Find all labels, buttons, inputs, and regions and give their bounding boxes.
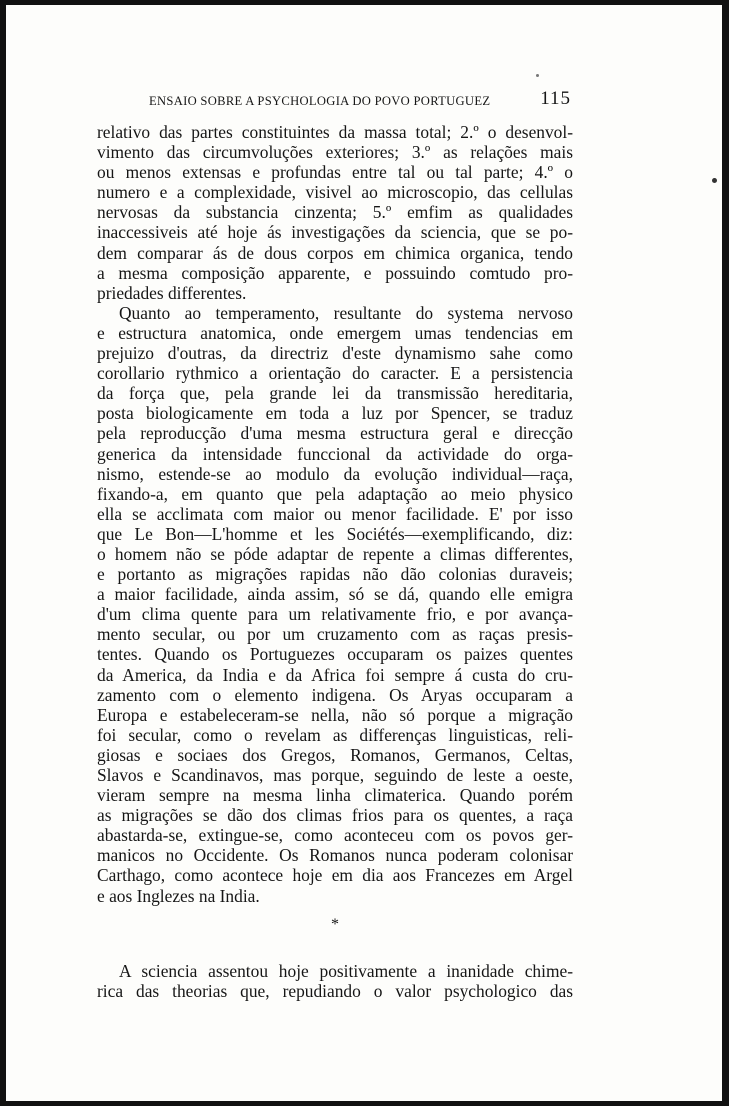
ink-speck [536, 74, 539, 77]
text-line: a mesma composição apparente, e possuindo comtudo pro- [97, 262, 573, 283]
text-line: abastarda-se, extingue-se, como aconteceu com os povos ger- [97, 825, 573, 846]
text-line: tentes. Quando os Portuguezes occuparam os paizes quentes [97, 644, 573, 665]
text-line: nervosas da substancia cinzenta; 5.º emfim as qualidades [97, 202, 573, 223]
text-line: zamento com o elemento indigena. Os Aryas occuparam a [97, 684, 573, 705]
book-page [97, 82, 573, 1001]
page-number: 115 [540, 88, 571, 109]
text-line: Europa e estabeleceram-se nella, não só porque a migração [97, 704, 573, 725]
text-line: e estructura anatomica, onde emergem umas tendencias em [97, 322, 573, 343]
text-line: prejuizo d'outras, da directriz d'este dynamismo sahe como [97, 343, 573, 364]
text-line: A sciencia assentou hoje positivamente a inanidade chime- [119, 960, 573, 981]
text-line: foi secular, como o revelam as differenças linguisticas, reli- [97, 724, 573, 745]
text-line: ou menos extensas e profundas entre tal ou tal parte; 4.º o [97, 162, 573, 183]
running-head [97, 82, 573, 112]
text-line: vieram sempre na mesma linha climaterica. Quando porém [97, 785, 573, 806]
text-line: as migrações se dão dos climas frios para os quentes, a raça [97, 805, 573, 826]
text-line: a maior facilidade, ainda assim, só se dá, quando elle emigra [97, 584, 573, 605]
text-line: fixando-a, em quanto que pela adaptação ao meio physico [97, 483, 573, 504]
text-line: da America, da India e da Africa foi sempre á custa do cru- [97, 664, 573, 685]
text-line: numero e a complexidade, visivel ao microscopio, das cellulas [97, 182, 573, 203]
text-line: ella se acclimata com maior ou menor facilidade. E' por isso [97, 503, 573, 524]
text-line: d'um clima quente para um relativamente frio, e por avança- [97, 604, 573, 625]
text-line: Quanto ao temperamento, resultante do systema nervoso [119, 302, 573, 323]
paragraph-3 [97, 961, 573, 1001]
ink-speck [712, 178, 717, 183]
text-line: dem comparar ás de dous corpos em chimica organica, tendo [97, 242, 573, 263]
text-line: generica da intensidade funccional da actividade do orga- [97, 443, 573, 464]
text-line: e aos Inglezes na India. [97, 885, 260, 906]
text-line: giosas e sociaes dos Gregos, Romanos, Germanos, Celtas, [97, 744, 573, 765]
text-line: da força que, pela grande lei da transmissão hereditaria, [97, 383, 573, 404]
text-line: corollario rythmico a orientação do caracter. E a persistencia [97, 363, 573, 384]
text-line: manicos no Occidente. Os Romanos nunca poderam colonisar [97, 845, 573, 866]
text-line: posta biologicamente em toda a luz por Spencer, se traduz [97, 403, 573, 424]
text-line: pela reproducção d'uma mesma estructura geral e direcção [97, 423, 573, 444]
paragraph-1 [97, 122, 573, 303]
text-line: inaccessiveis até hoje ás investigações da sciencia, que se po- [97, 222, 573, 243]
text-line: rica das theorias que, repudiando o valor psychologico das [97, 980, 573, 1001]
text-line: relativo das partes constituintes da massa total; 2.º o desenvol- [97, 122, 573, 142]
section-separator: * [331, 915, 339, 933]
text-line: Slavos e Scandinavos, mas porque, seguindo de leste a oeste, [97, 765, 573, 785]
text-line: priedades differentes. [97, 282, 247, 303]
running-title: ENSAIO SOBRE A PSYCHOLOGIA DO POVO PORTUGUEZ [149, 94, 491, 108]
text-line: o homem não se póde adaptar de repente a climas differentes, [97, 543, 573, 564]
body-text [97, 122, 573, 1001]
text-line: nismo, estende-se ao modulo da evolução individual—raça, [97, 463, 573, 484]
text-line: Carthago, como acontece hoje em dia aos Francezes em Argel [97, 865, 573, 886]
text-line: e portanto as migrações rapidas não dão colonias duraveis; [97, 564, 573, 585]
text-line: que Le Bon—L'homme et les Sociétés—exemplificando, diz: [97, 523, 573, 544]
text-line: mento secular, ou por um cruzamento com as raças presis- [97, 624, 573, 645]
text-line: vimento das circumvoluções exteriores; 3.º as relações mais [97, 142, 573, 163]
paragraph-2 [97, 303, 573, 906]
